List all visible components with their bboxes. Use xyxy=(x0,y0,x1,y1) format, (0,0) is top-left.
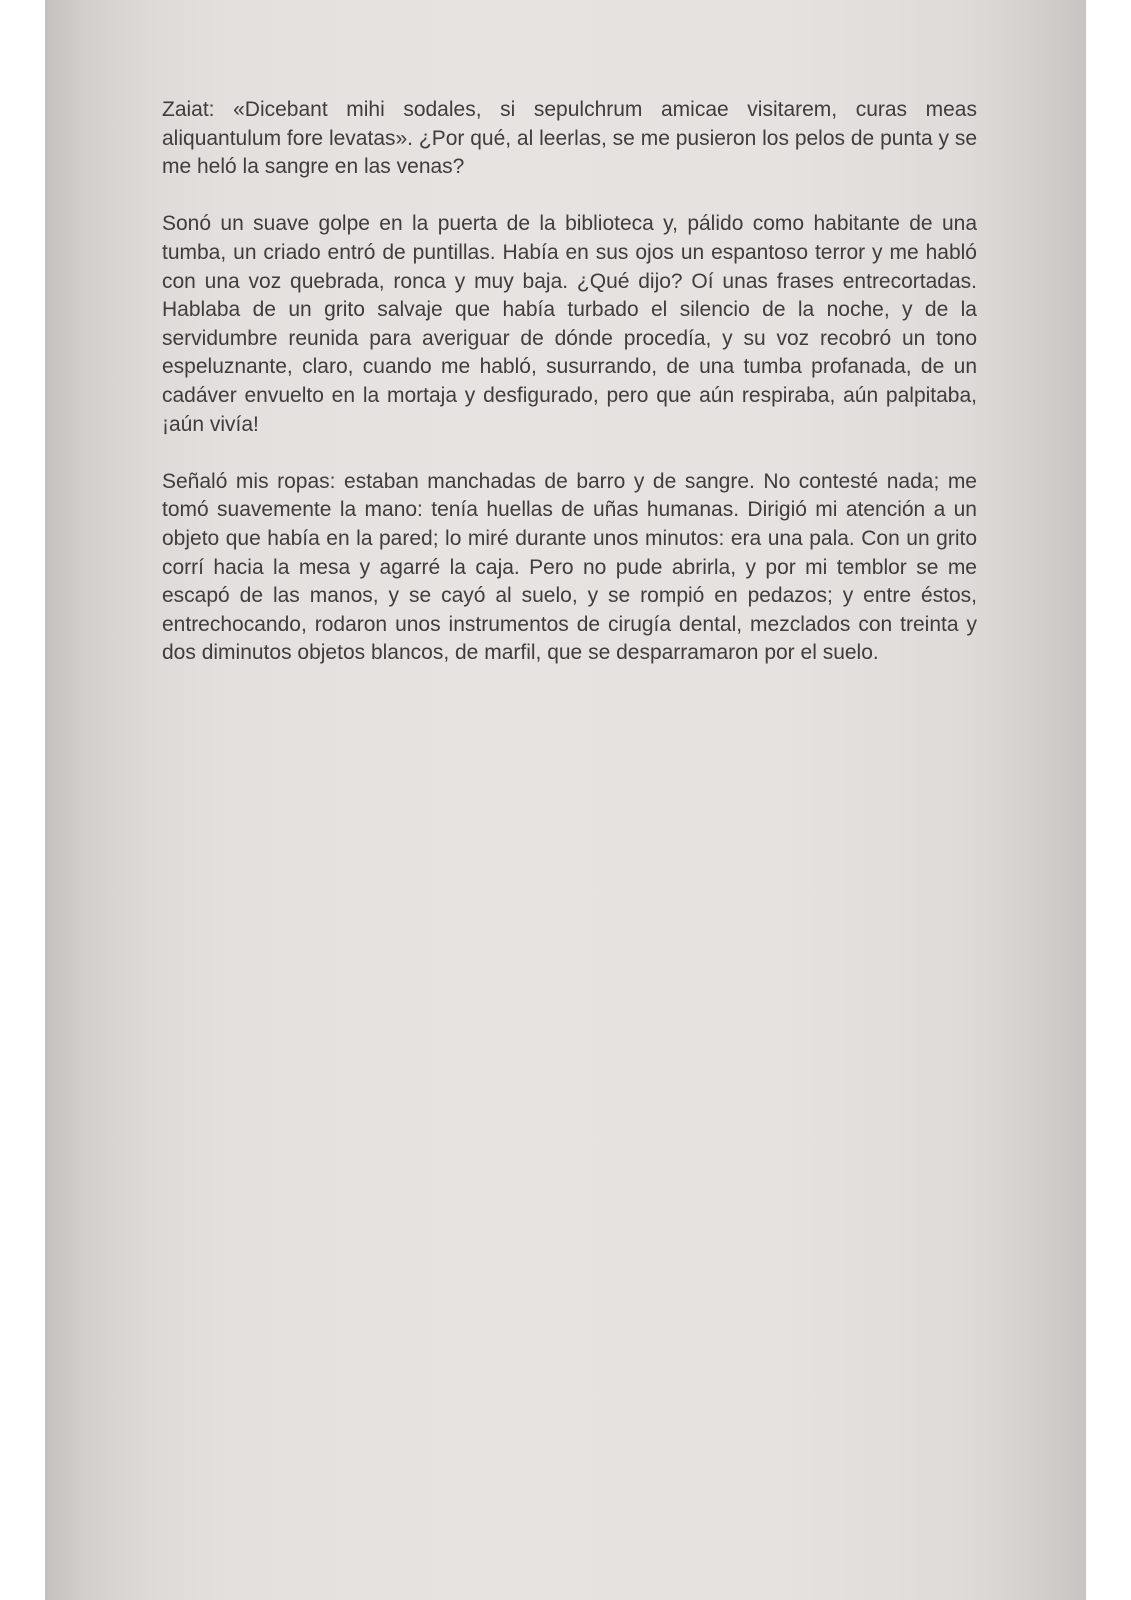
body-text xyxy=(162,96,977,696)
paragraph: Sonó un suave golpe en la puerta de la biblioteca y, pálido como habitante de una tumba, un criado entró de puntillas. Había en sus ojos un espantoso terror y me habló con una voz quebrada, ronca y muy baja. ¿Qué dijo? Oí unas frases entrecortadas. Hablaba de un grito salvaje que había turbado el silencio de la noche, y de la servidumbre reunida para averiguar de dónde procedía, y su voz recobró un tono espeluznante, claro, cuando me habló, susurrando, de una tumba profanada, de un cadáver envuelto en la mortaja y desfigurado, pero que aún respiraba, aún palpitaba, ¡aún vivía! xyxy=(162,212,977,436)
paragraph: Zaiat: «Dicebant mihi sodales, si sepulchrum amicae visitarem, curas meas aliquantulum fore levatas». ¿Por qué, al leerlas, se me pusieron los pelos de punta y se me heló la sangre en las venas? xyxy=(162,98,977,179)
book-page xyxy=(45,0,1086,1600)
paragraph: Señaló mis ropas: estaban manchadas de barro y de sangre. No contesté nada; me tomó suavemente la mano: tenía huellas de uñas humanas. Dirigió mi atención a un objeto que había en la pared; lo miré durante unos minutos: era una pala. Con un grito corrí hacia la mesa y agarré la caja. Pero no pude abrirla, y por mi temblor se me escapó de las manos, y se cayó al suelo, y se rompió en pedazos; y entre éstos, entrechocando, rodaron unos instrumentos de cirugía dental, mezclados con treinta y dos diminutos objetos blancos, de marfil, que se desparramaron por el suelo. xyxy=(162,469,977,665)
